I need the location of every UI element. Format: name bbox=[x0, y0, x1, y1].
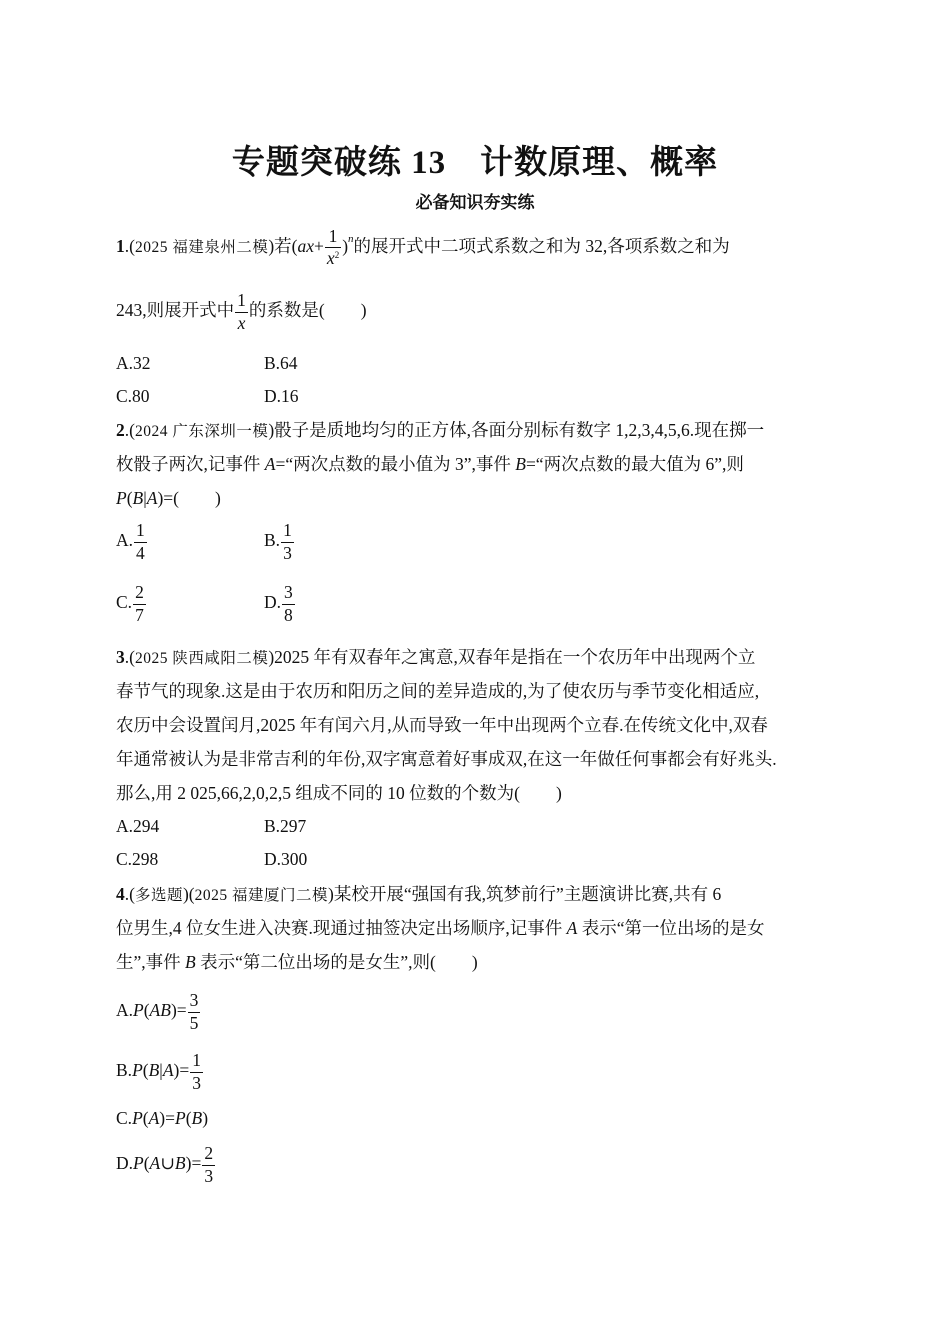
q3-option-d[interactable]: D.300 bbox=[264, 849, 308, 869]
q4-tag: 多选题 bbox=[134, 887, 183, 904]
q4-source: 2025 福建厦门二模 bbox=[194, 887, 329, 904]
q2-option-b[interactable]: B. $\frac{1}{3}$ bbox=[264, 520, 292, 563]
q2-number: 2 bbox=[116, 420, 125, 440]
q3-number: 3 bbox=[116, 647, 125, 667]
q3-line-1: 3.(2025 陕西咸阳二模)2025 年有双春年之寓意,双春年是指在一个农历年中出现两个立 bbox=[116, 647, 756, 667]
q3-option-a[interactable]: A.294 bbox=[116, 816, 160, 836]
q2-line-2: 枚骰子两次,记事件 A=“两次点数的最小值为 3”,事件 B=“两次点数的最大值为 6”,则 bbox=[116, 454, 744, 474]
q1-option-d[interactable]: D.16 bbox=[264, 386, 299, 406]
q4-option-a[interactable]: A.P(AB)= $\frac{3}{5}$ bbox=[116, 990, 199, 1033]
page-title: 专题突破练 13 计数原理、概率 bbox=[231, 145, 719, 181]
q4-line-1: 4.(多选题)(2025 福建厦门二模)某校开展“强国有我,筑梦前行”主题演讲比赛,共有 6 bbox=[116, 884, 722, 904]
q2-line-1: 2.(2024 广东深圳一模)骰子是质地均匀的正方体,各面分别标有数字 1,2,3,4,5,6.现在掷一 bbox=[116, 420, 765, 440]
q4-line-2: 位男生,4 位女生进入决赛.现通过抽签决定出场顺序,记事件 A 表示“第一位出场的是女 bbox=[116, 918, 765, 938]
section-subtitle: 必备知识夯实练 bbox=[415, 193, 535, 213]
q1-fraction-2: $\frac{1}{x}$ bbox=[237, 290, 246, 333]
q1-line-2: 243,则展开式中 $\frac{1}{x}$ 的系数是( ) bbox=[116, 290, 367, 333]
q1-line-1: 1.(2025 福建泉州二模)若(ax+ $\frac{1}{x^2}$ )$^n$的展开式中二项式系数之和为 32,各项系数之和为 bbox=[116, 225, 730, 269]
q4-number: 4 bbox=[116, 884, 125, 904]
q2-option-d[interactable]: D. $\frac{3}{8}$ bbox=[264, 582, 293, 625]
q3-line-3: 农历中会设置闰月,2025 年有闰六月,从而导致一年中出现两个立春.在传统文化中,双春 bbox=[116, 715, 768, 735]
q1-option-c[interactable]: C.80 bbox=[116, 386, 150, 406]
q3-line-4: 年通常被认为是非常吉利的年份,双字寓意着好事成双,在这一年做任何事都会有好兆头. bbox=[116, 749, 777, 769]
q3-line-5: 那么,用 2 025,66,2,0,2,5 组成不同的 10 位数的个数为( ) bbox=[116, 783, 562, 803]
q4-line-3: 生”,事件 B 表示“第二位出场的是女生”,则( ) bbox=[116, 952, 478, 972]
q4-option-b[interactable]: B.P(B|A)= $\frac{1}{3}$ bbox=[116, 1050, 201, 1093]
q1-option-a[interactable]: A.32 bbox=[116, 353, 151, 373]
q1-number: 1 bbox=[116, 236, 125, 256]
q4-option-c[interactable]: C.P(A)=P(B) bbox=[116, 1108, 209, 1128]
q2-source: 2024 广东深圳一模 bbox=[134, 423, 269, 440]
q2-line-3: P(B|A)=( ) bbox=[116, 488, 221, 508]
q4-option-d[interactable]: D.P(A∪B)= $\frac{2}{3}$ bbox=[116, 1143, 214, 1186]
q3-source: 2025 陕西咸阳二模 bbox=[134, 650, 269, 667]
q3-option-c[interactable]: C.298 bbox=[116, 849, 159, 869]
q1-source: 2025 福建泉州二模 bbox=[134, 239, 269, 256]
q2-option-c[interactable]: C. $\frac{2}{7}$ bbox=[116, 582, 144, 625]
q3-line-2: 春节气的现象.这是由于农历和阳历之间的差异造成的,为了使农历与季节变化相适应, bbox=[116, 681, 760, 701]
q2-option-a[interactable]: A. $\frac{1}{4}$ bbox=[116, 520, 145, 563]
q1-option-b[interactable]: B.64 bbox=[264, 353, 298, 373]
q1-fraction: $\frac{1}{x^2}$ bbox=[326, 225, 340, 269]
q3-option-b[interactable]: B.297 bbox=[264, 816, 307, 836]
